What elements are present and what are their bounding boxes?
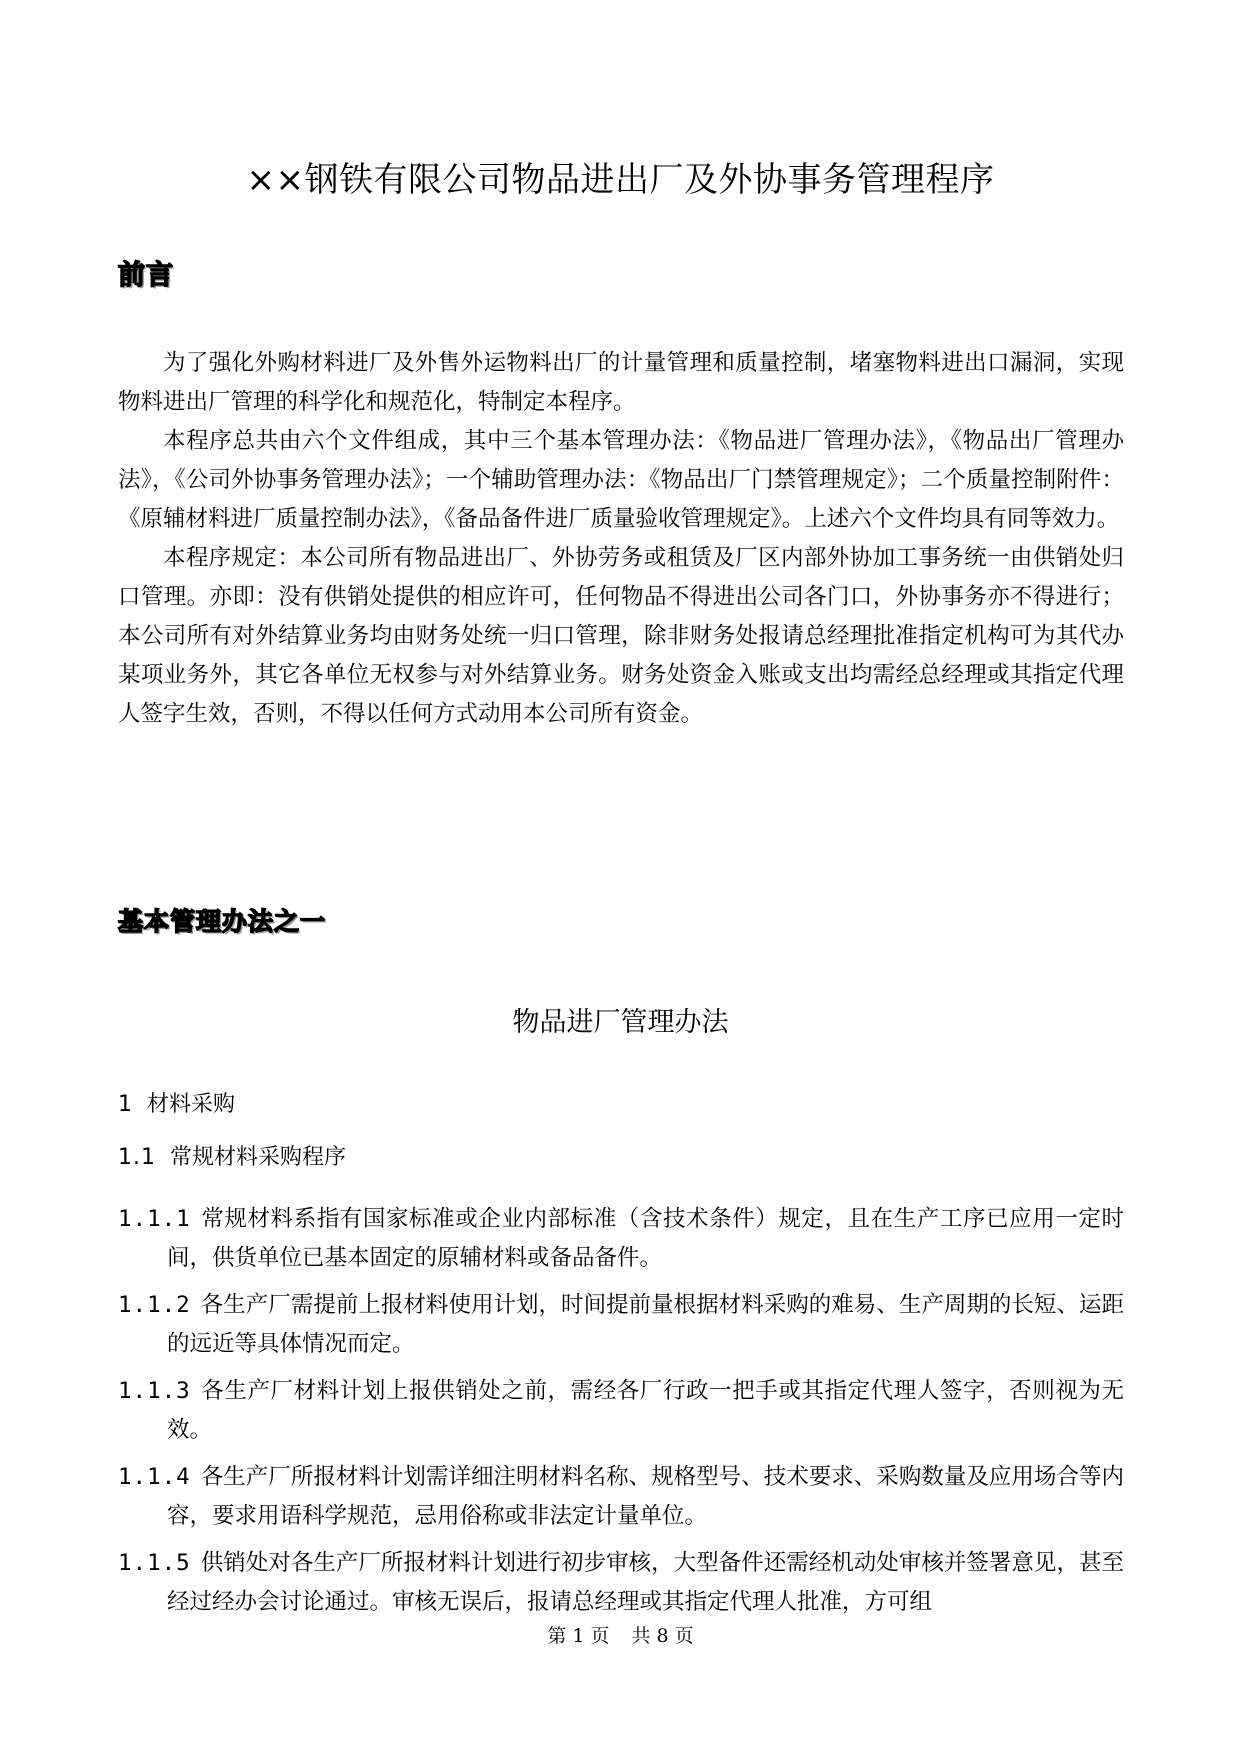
section-heading-1 [118, 1090, 235, 1120]
document-title: ××钢铁有限公司物品进出厂及外协事务管理程序 [246, 160, 995, 200]
clause-text: 各生产厂材料计划上报供销处之前，需经各厂行政一把手或其指定代理人签字，否则视为无效。 [167, 1378, 1124, 1443]
clause-text: 供销处对各生产厂所报材料计划进行初步审核，大型备件还需经机动处审核并签署意见，甚至经过经办会讨论通过。审核无误后，报请总经理或其指定代理人批准，方可组 [167, 1550, 1124, 1615]
preface-paragraph: 本程序总共由六个文件组成，其中三个基本管理办法：《物品进厂管理办法》，《物品出厂管理办法》，《公司外协事务管理办法》；一个辅助管理办法：《物品出厂门禁管理规定》；二个质量控制附件：《原辅材料进厂质量控制办法》，《备品备件进厂质量验收管理规定》。上述六个文件均具有同等效力。 [118, 428, 1124, 532]
clause-number: 1.1.1 [118, 1206, 191, 1232]
clause-number: 1.1.2 [118, 1292, 191, 1318]
clause-number: 1.1.3 [118, 1378, 191, 1404]
clause-item [118, 1286, 1124, 1364]
section-number: 1 [118, 1092, 133, 1117]
preface-body [118, 344, 1124, 734]
preface-paragraph: 为了强化外购材料进厂及外售外运物料出厂的计量管理和质量控制，堵塞物料进出口漏洞，实现物料进出厂管理的科学化和规范化，特制定本程序。 [118, 350, 1124, 415]
clause-text: 常规材料系指有国家标准或企业内部标准（含技术条件）规定，且在生产工序已应用一定时间，供货单位已基本固定的原辅材料或备品备件。 [167, 1206, 1124, 1271]
page-total: 共 8 页 [631, 1625, 694, 1647]
clause-number: 1.1.5 [118, 1550, 191, 1576]
basic-method-heading: 基本管理办法之一 [118, 907, 327, 936]
preface-paragraph: 本程序规定：本公司所有物品进出厂、外协劳务或租赁及厂区内部外协加工事务统一由供销处归口管理。亦即：没有供销处提供的相应许可，任何物品不得进出公司各门口，外协事务亦不得进行；本公司所有对外结算业务均由财务处统一归口管理，除非财务处报请总经理批准指定机构可为其代办某项业务外，其它各单位无权参与对外结算业务。财务处资金入账或支出均需经总经理或其指定代理人签字生效，否则，不得以任何方式动用本公司所有资金。 [118, 545, 1124, 727]
method-title: 物品进厂管理办法 [512, 1007, 729, 1038]
section-title: 常规材料采购程序 [170, 1145, 347, 1170]
section-heading-1-1 [118, 1143, 346, 1173]
clause-text: 各生产厂所报材料计划需详细注明材料名称、规格型号、技术要求、采购数量及应用场合等内容，要求用语科学规范，忌用俗称或非法定计量单位。 [167, 1464, 1124, 1529]
clause-item [118, 1458, 1124, 1536]
page-number: 第 1 页 [547, 1625, 610, 1647]
clause-text: 各生产厂需提前上报材料使用计划，时间提前量根据材料采购的难易、生产周期的长短、运距的远近等具体情况而定。 [167, 1292, 1124, 1357]
clause-number: 1.1.4 [118, 1464, 191, 1490]
clause-list [118, 1200, 1124, 1630]
section-title: 材料采购 [147, 1092, 236, 1117]
clause-item [118, 1372, 1124, 1450]
preface-heading: 前言 [118, 260, 174, 291]
clause-item [118, 1544, 1124, 1622]
section-number: 1.1 [118, 1145, 156, 1170]
clause-item [118, 1200, 1124, 1278]
page-footer [0, 1623, 1241, 1649]
